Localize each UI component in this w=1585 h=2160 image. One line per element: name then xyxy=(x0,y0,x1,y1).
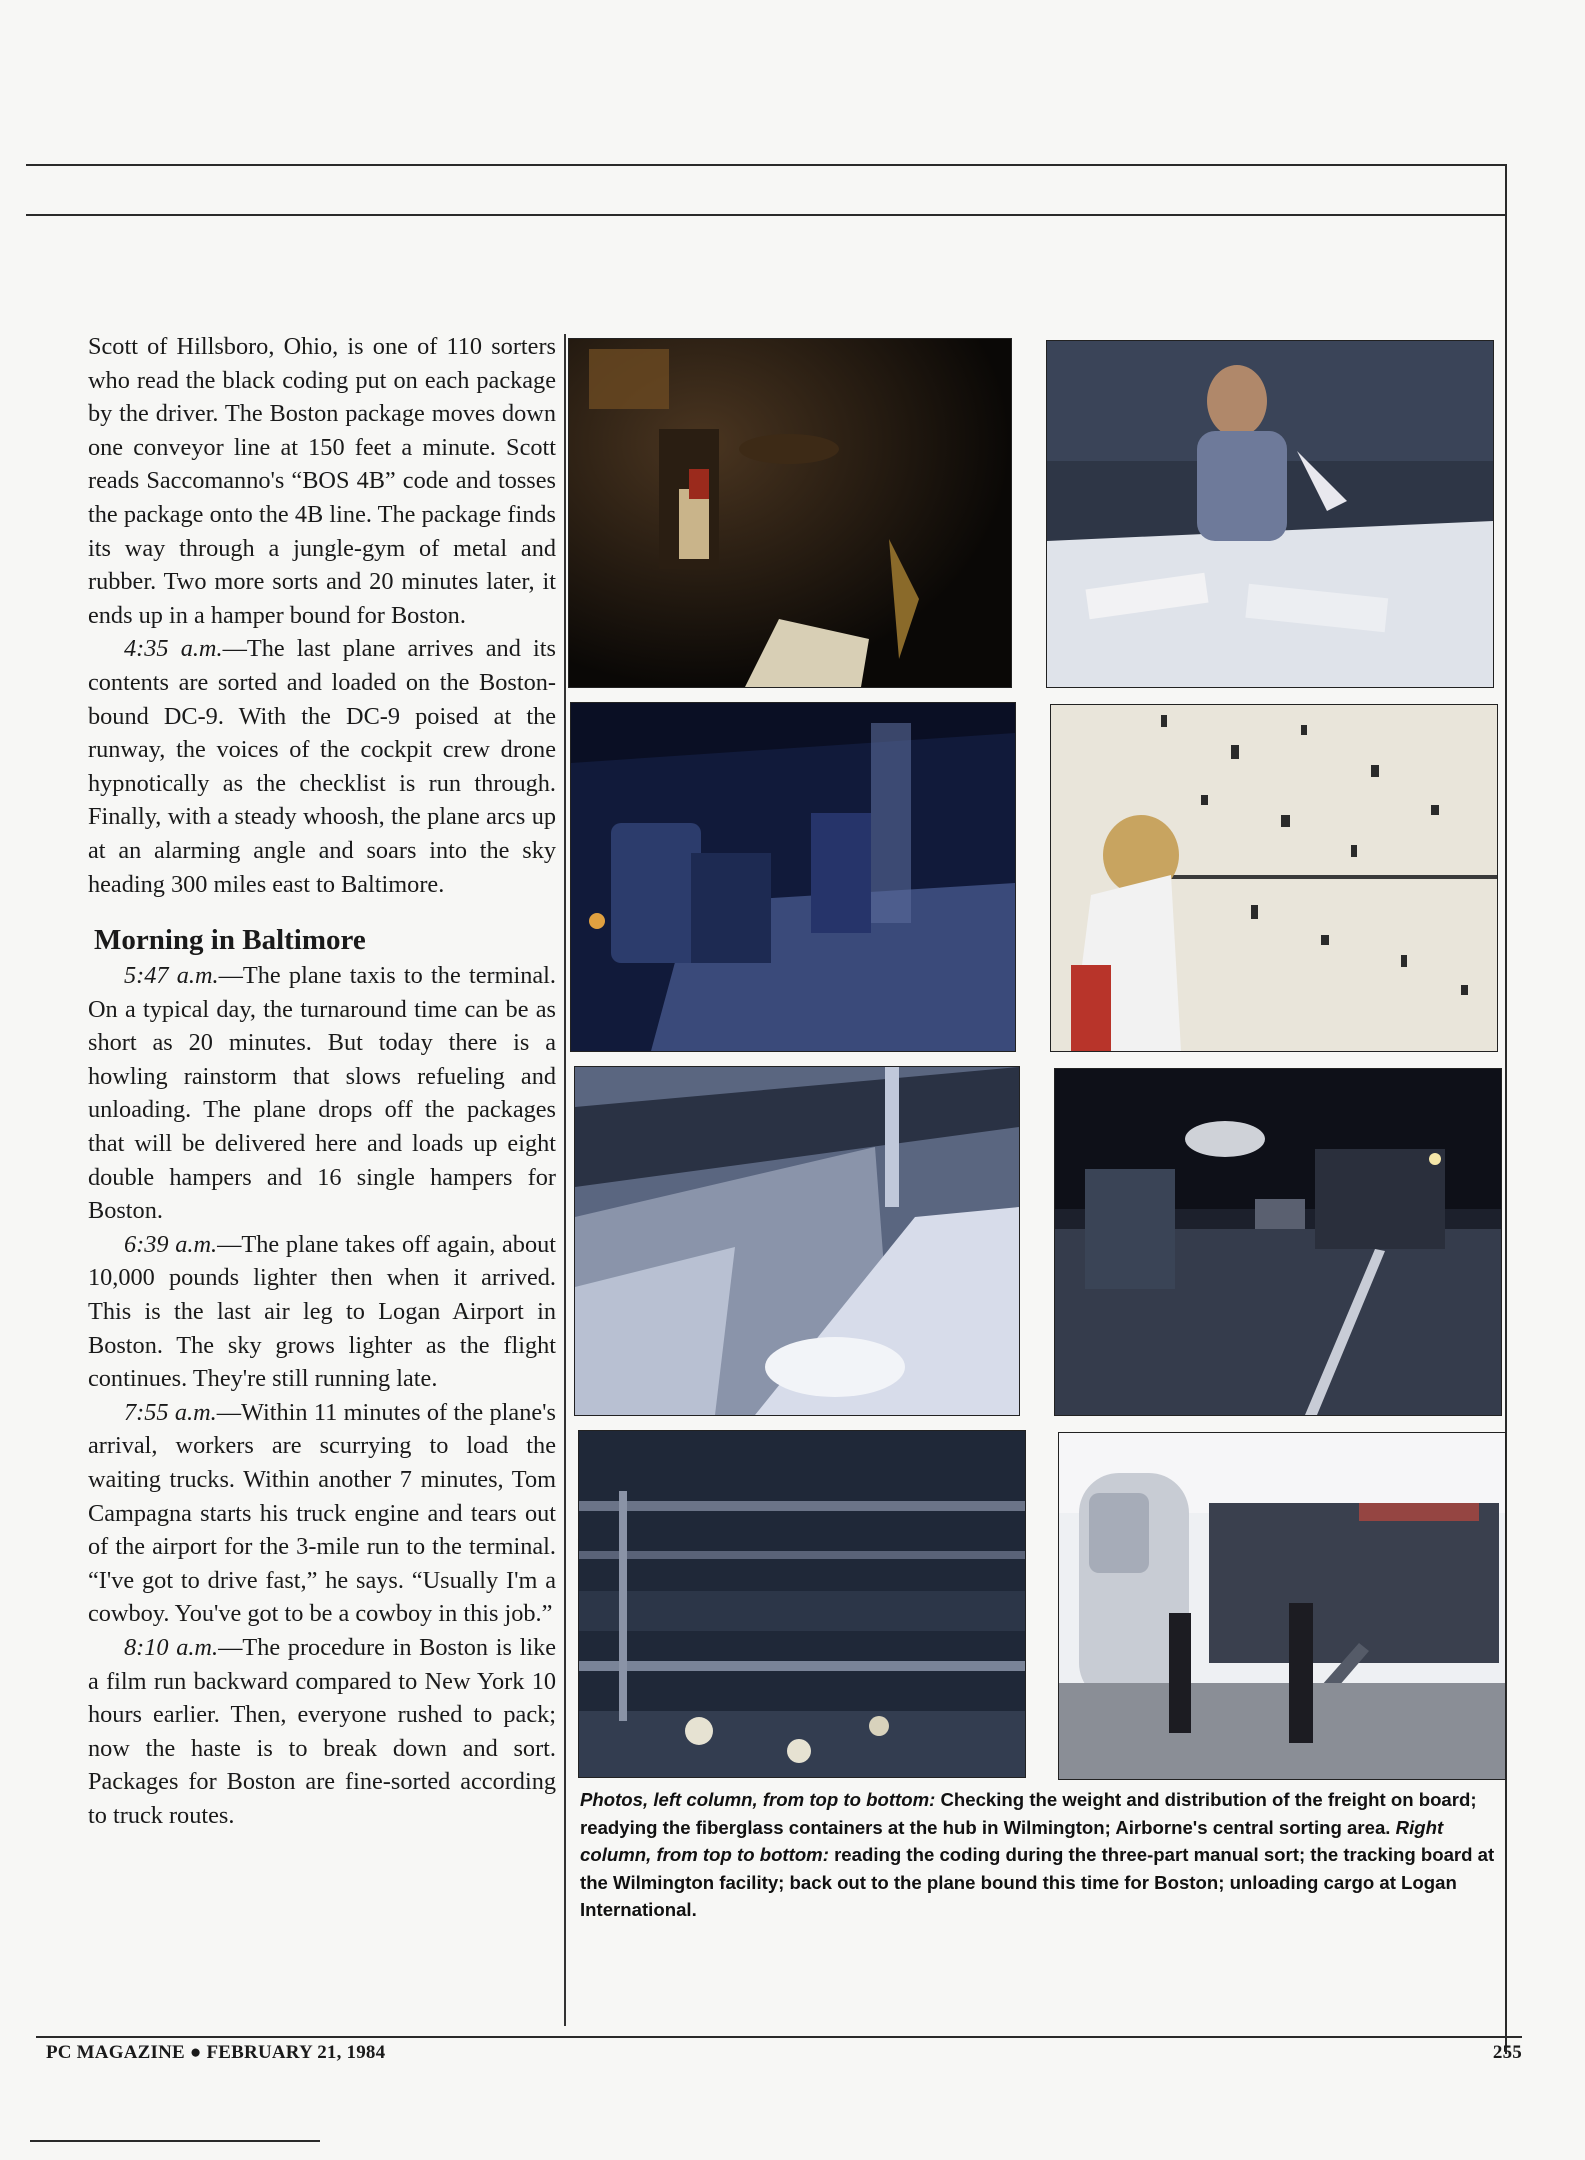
timestamp: 8:10 a.m. xyxy=(124,1633,219,1661)
photo-fiberglass-containers xyxy=(570,702,1016,1052)
photo-sorting-belts-image xyxy=(579,1431,1025,1777)
timestamp: 7:55 a.m. xyxy=(124,1398,217,1426)
photo-unloading-cargo xyxy=(1058,1432,1506,1780)
photo-plane-bound-boston xyxy=(1054,1068,1502,1416)
timestamp: 5:47 a.m. xyxy=(124,962,219,990)
photo-reading-coding xyxy=(1046,340,1494,688)
photo-central-sorting xyxy=(574,1066,1020,1416)
paragraph-text: —Within 11 minutes of the plane's arrival, workers are scurrying to load the waiting trucks. Within another 7 minutes, Tom Campagna starts his truck engine and tears out of the airport for the 3-mile run to the terminal. “I've got to drive fast,” he says. “Usually I'm a cowboy. You've got to be a cowboy in this job.” xyxy=(88,1398,556,1628)
paragraph-text: —The last plane arrives and its contents are sorted and loaded on the Boston-bound DC-9. With the DC-9 poised at the runway, the voices of the cockpit crew drone hypnotically as the checklist is run through. Finally, with a steady whoosh, the plane arcs up at an alarming angle and soars into the sky heading 300 miles east to Baltimore. xyxy=(88,635,556,898)
photo-fiberglass-containers-image xyxy=(571,703,1015,1051)
top-rule xyxy=(26,164,1506,166)
bottom-left-rule xyxy=(30,2140,320,2142)
paragraph-5 xyxy=(88,1396,556,1631)
second-rule xyxy=(26,214,1506,216)
paragraph-text: Scott of Hillsboro, Ohio, is one of 110 sorters who read the black coding put on each package by the driver. The Boston package moves down one conveyor line at 150 feet a minute. Scott reads Saccomanno's “BOS 4B” code and tosses the package onto the 4B line. The package finds its way through a jungle-gym of metal and rubber. Two more sorts and 20 minutes later, it ends up in a hamper bound for Boston. xyxy=(88,333,556,629)
paragraph-1 xyxy=(88,330,556,632)
page-number: 255 xyxy=(1492,2042,1522,2063)
paragraph-text: —The plane takes off again, about 10,000 pounds lighter then when it arrived. This is the last air leg to Logan Airport in Boston. The sky grows lighter as the flight continues. They're still running late. xyxy=(88,1230,556,1393)
paragraph-4 xyxy=(88,1228,556,1396)
caption-left-text: Checking the weight and distribution of the freight on board; readying the fiberglass containers at the hub in Wilmington; Airborne's central sorting area. xyxy=(580,1789,1477,1838)
photo-plane-bound-boston-image xyxy=(1055,1069,1501,1415)
caption-left-label: Photos, left column, from top to bottom: xyxy=(580,1789,936,1810)
paragraph-6 xyxy=(88,1631,556,1833)
caption-right-label: Right column, from top to bottom: xyxy=(580,1816,1444,1865)
caption-right-text: reading the coding during the three-part manual sort; the tracking board at the Wilmington facility; back out to the plane bound this time for Boston; unloading cargo at Logan International. xyxy=(580,1844,1495,1920)
paragraph-text: —The procedure in Boston is like a film run backward compared to New York 10 hours earlier. Then, everyone rushed to pack; now the haste is to break down and sort. Packages for Boston are fine-sorted according to truck routes. xyxy=(88,1633,556,1829)
footer-publication: PC MAGAZINE ● FEBRUARY 21, 1984 xyxy=(46,2042,386,2063)
paragraph-text: —The plane taxis to the terminal. On a typical day, the turnaround time can be as short as 20 minutes. But today there is a howling rainstorm that slows refueling and unloading. The plane drops off the packages that will be delivered here and loads up eight double hampers and 16 single hampers for Boston. xyxy=(88,962,556,1225)
photo-freight-weight-image xyxy=(569,339,1011,687)
photo-freight-weight xyxy=(568,338,1012,688)
column-divider xyxy=(564,334,566,2026)
footer-rule xyxy=(36,2036,1522,2038)
photo-central-sorting-image xyxy=(575,1067,1019,1415)
paragraph-3 xyxy=(88,959,556,1228)
timestamp: 4:35 a.m. xyxy=(124,635,223,663)
paragraph-2 xyxy=(88,632,556,901)
section-heading: Morning in Baltimore xyxy=(94,924,366,957)
timestamp: 6:39 a.m. xyxy=(124,1230,218,1258)
photo-caption xyxy=(580,1786,1500,1924)
photo-unloading-cargo-image xyxy=(1059,1433,1505,1779)
photo-tracking-board-image xyxy=(1051,705,1497,1051)
photo-tracking-board xyxy=(1050,704,1498,1052)
photo-reading-coding-image xyxy=(1047,341,1493,687)
article-column xyxy=(88,330,556,1833)
photo-sorting-belts xyxy=(578,1430,1026,1778)
